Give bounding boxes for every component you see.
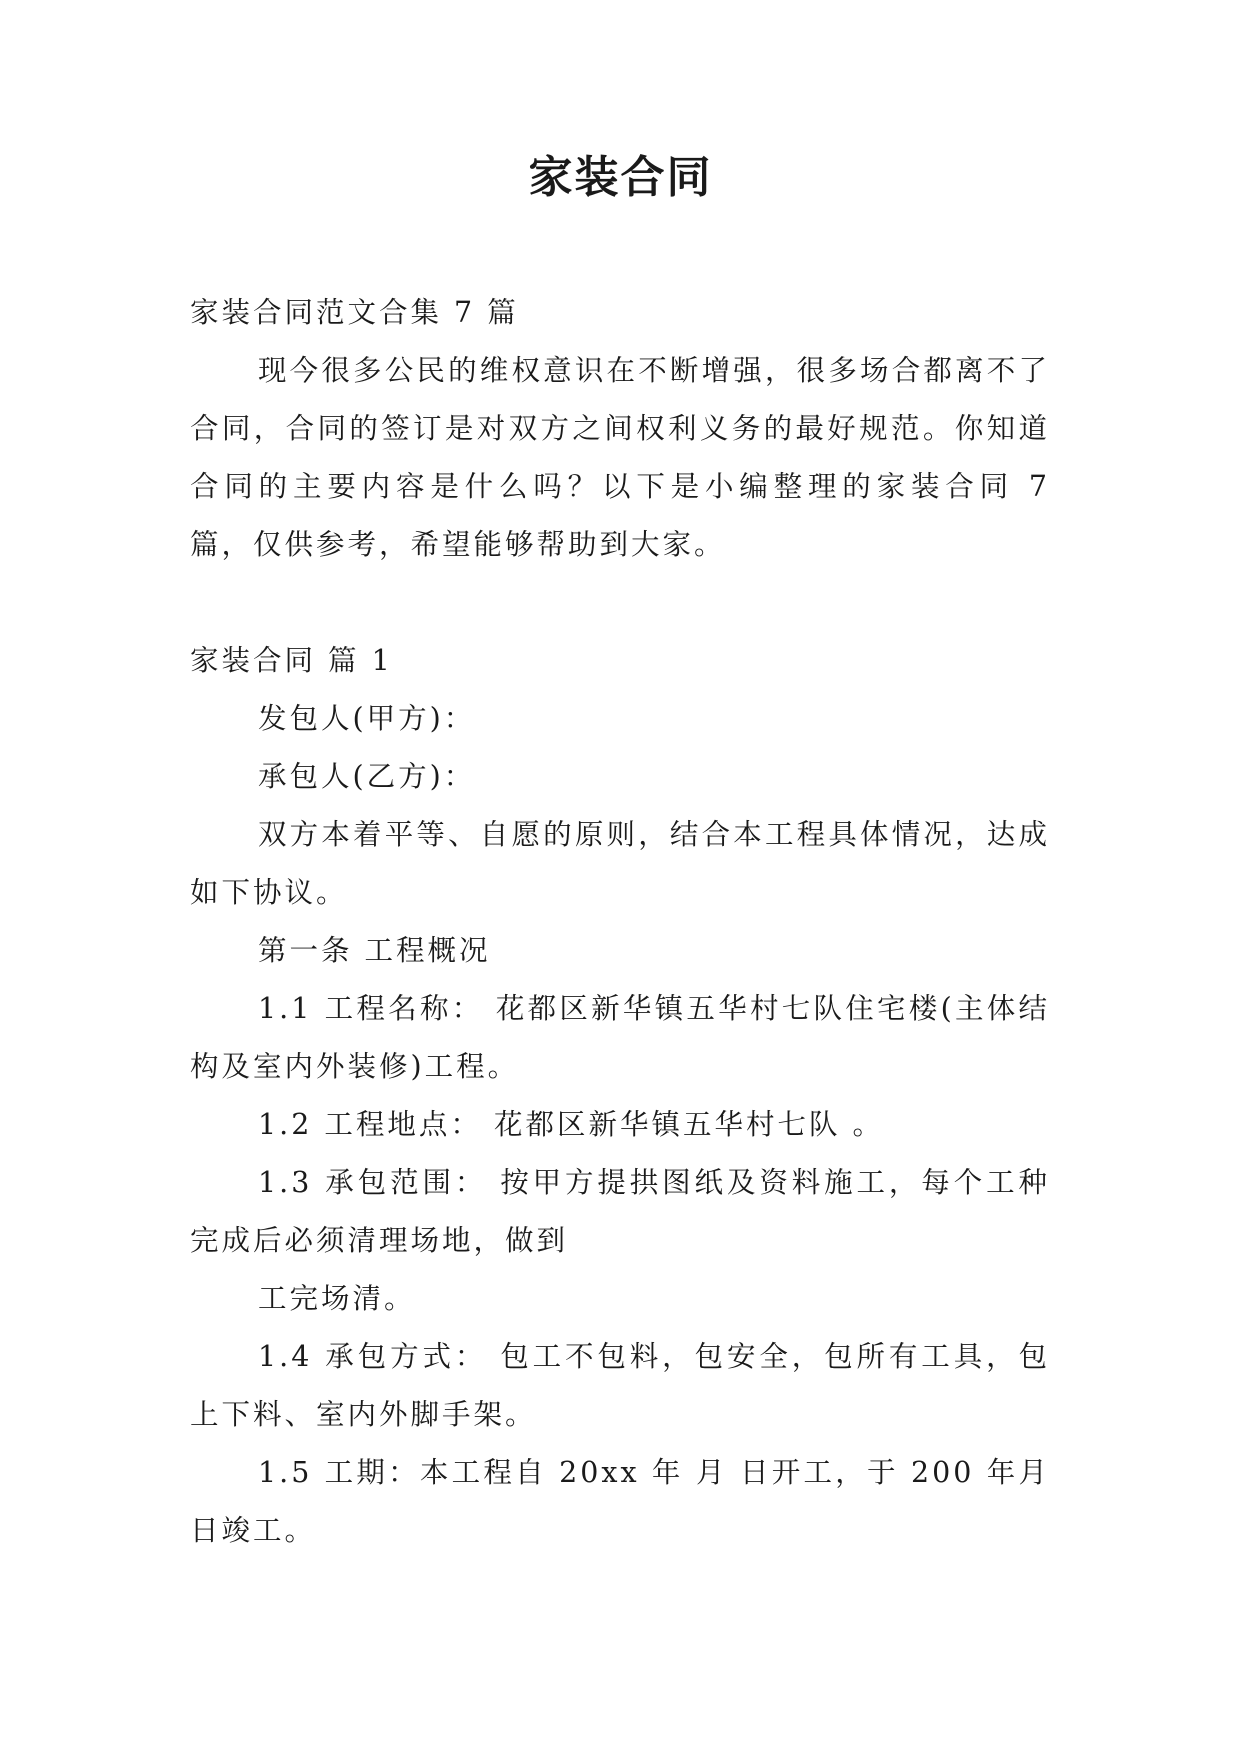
clause-1-3-continued: 工完场清。: [258, 1282, 416, 1315]
document-title: 家装合同: [528, 152, 713, 203]
party-a-line: 发包人(甲方)：: [258, 702, 476, 735]
clause-1-3: 1.3 承包范围： 按甲方提拱图纸及资料施工，每个工种完成后必须清理场地，做到: [190, 1166, 1050, 1257]
collection-heading: 家装合同范文合集 7 篇: [190, 296, 519, 329]
section-heading: 家装合同 篇 1: [190, 644, 393, 677]
clause-1-1: 1.1 工程名称： 花都区新华镇五华村七队住宅楼(主体结构及室内外装修)工程。: [190, 992, 1050, 1083]
clause-1-4: 1.4 承包方式： 包工不包料，包安全，包所有工具，包上下料、室内外脚手架。: [190, 1340, 1050, 1431]
clause-1-2: 1.2 工程地点： 花都区新华镇五华村七队 。: [258, 1108, 885, 1141]
party-b-line: 承包人(乙方)：: [258, 760, 476, 793]
document-body: [190, 284, 1050, 1560]
article-heading: 第一条 工程概况: [258, 934, 491, 967]
agreement-paragraph: 双方本着平等、自愿的原则，结合本工程具体情况，达成如下协议。: [190, 818, 1050, 909]
clause-1-5: 1.5 工期：本工程自 20xx 年 月 日开工，于 200 年月 日竣工。: [190, 1456, 1050, 1547]
intro-paragraph: 现今很多公民的维权意识在不断增强，很多场合都离不了合同，合同的签订是对双方之间权利义务的最好规范。你知道合同的主要内容是什么吗？以下是小编整理的家装合同 7 篇，仅供参考，希望能够帮助到大家。: [190, 354, 1050, 561]
